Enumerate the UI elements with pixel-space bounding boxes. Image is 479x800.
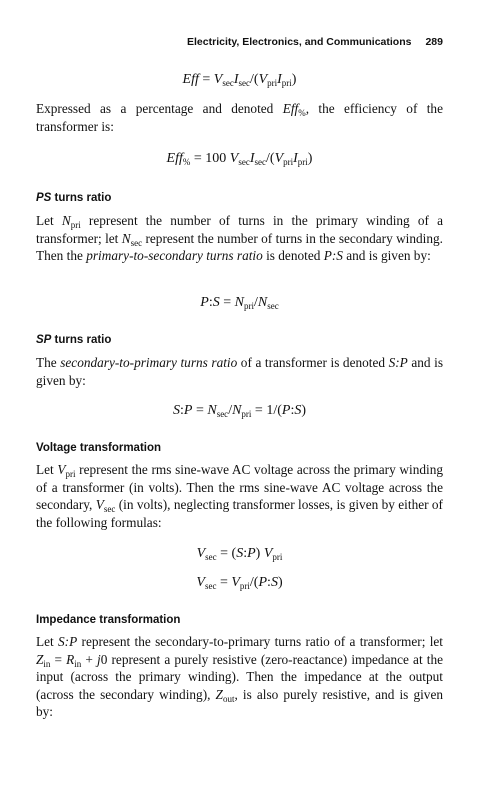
heading-sp-turns-ratio: SP turns ratio [36,334,112,346]
paragraph-impedance-transformation: Let S:P represent the secondary-to-primary turns ratio of a transformer; let $Z_{in} = R_{in} + j0$ represent a purely resistive (zero-reactance) impedance at the input (across the primary winding). Then the impedance at the output (across the secondary winding), $Z_{out}$, is also purely resistive, and is given by: [36,634,443,719]
paragraph-voltage-transformation: Let $V_{pri}$ represent the rms sine-wave AC voltage across the primary winding of a transformer (in volts). Then the rms sine-wave AC voltage across the secondary, $V_{sec}$ (in volts), neglecting transformer losses, is given by either of the following formulas: [36,462,443,530]
equation-efficiency: Eff = $V_{sec}I_{sec}/(V_{pri}I_{pri})$ [182,72,297,88]
running-title: Electricity, Electronics, and Communications [187,36,412,48]
paragraph-sp-turns-ratio: The secondary-to-primary turns ratio of a transformer is denoted S:P and is given by: [36,355,443,388]
equation-ps-ratio: P:S = $N_{pri}/N_{sec}$ [200,295,279,311]
heading-impedance-transformation: Impedance transformation [36,614,181,626]
heading-voltage-transformation: Voltage transformation [36,442,162,454]
equation-voltage-sp: $V_{sec}$ = (S:P) $V_{pri}$ [196,546,283,562]
paragraph-efficiency-percent: Expressed as a percentage and denoted Eff$_{\%}$, the efficiency of the transformer is: [36,101,443,134]
paragraph-ps-turns-ratio: Let $N_{pri}$ represent the number of turns in the primary winding of a transformer; let $N_{sec}$ represent the number of turns in the secondary winding. Then the primary-to-secondary turns ratio is denoted P:S and is given by: [36,213,444,263]
running-header [36,36,443,48]
page-number: 289 [425,36,443,48]
equation-voltage-ps: $V_{sec}$ = $V_{pri}/(P:S)$ [196,575,283,591]
equation-efficiency-percent: Eff$_{\%}$ = 100 $V_{sec}I_{sec}/(V_{pri}I_{pri})$ [166,151,313,167]
equation-sp-ratio: S:P = $N_{sec}/N_{pri}$ = 1/(P:S) [172,403,306,419]
heading-ps-turns-ratio: PS turns ratio [36,192,112,204]
